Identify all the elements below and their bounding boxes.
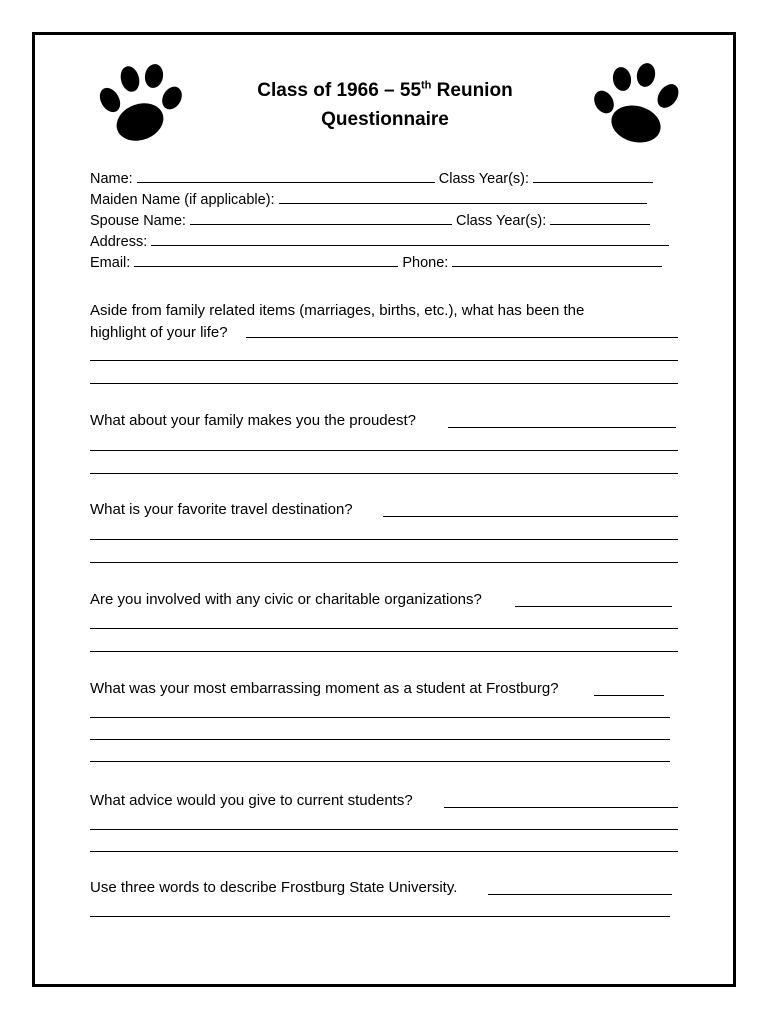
question-three-words: Use three words to describe Frostburg State University. [90,879,458,896]
answer-line[interactable] [90,829,678,830]
answer-line[interactable] [444,807,678,808]
email-row [90,252,680,273]
address-field[interactable] [151,231,669,246]
maiden-name-field[interactable] [279,189,647,204]
answer-line[interactable] [90,916,670,917]
answer-line[interactable] [594,695,664,696]
spouse-name-label: Spouse Name: [90,213,186,229]
paw-print-icon [590,62,682,144]
class-year-label: Class Year(s): [438,171,530,187]
phone-label: Phone: [402,255,449,271]
answer-line[interactable] [488,894,672,895]
maiden-name-row [90,189,680,210]
address-row [90,231,680,252]
answer-line[interactable] [90,360,678,361]
answer-line[interactable] [90,383,678,384]
title-subtitle: Questionnaire [321,109,449,130]
name-row [90,168,680,189]
title-superscript: th [421,79,432,92]
answer-line[interactable] [90,851,678,852]
question-travel: What is your favorite travel destination? [90,501,353,518]
question-highlight-cont: highlight of your life? [90,324,228,341]
title-text-end: Reunion [431,80,513,101]
question-family: What about your family makes you the proudest? [90,412,417,429]
spouse-name-field[interactable] [190,210,452,225]
answer-line[interactable] [515,606,672,607]
maiden-name-label: Maiden Name (if applicable): [90,192,275,208]
address-label: Address: [90,234,148,250]
answer-line[interactable] [90,761,670,762]
paw-print-icon [96,62,188,144]
spouse-class-year-field[interactable] [550,210,650,225]
answer-line[interactable] [90,450,678,451]
email-field[interactable] [134,252,398,267]
answer-line[interactable] [90,717,670,718]
spouse-class-year-label: Class Year(s): [455,213,547,229]
answer-line[interactable] [246,337,678,338]
name-label: Name: [90,171,133,187]
question-embarrassing: What was your most embarrassing moment as a student at Frostburg? [90,680,559,697]
answer-line[interactable] [383,516,678,517]
question-highlight: Aside from family related items (marriages, births, etc.), what has been the [90,302,585,319]
name-field[interactable] [137,168,435,183]
answer-line[interactable] [90,473,678,474]
answer-line[interactable] [90,628,678,629]
answer-line[interactable] [90,562,678,563]
email-label: Email: [90,255,131,271]
answer-line[interactable] [448,427,676,428]
phone-field[interactable] [452,252,662,267]
form-title [180,76,590,134]
answer-line[interactable] [90,739,670,740]
question-advice: What advice would you give to current students? [90,792,413,809]
class-year-field[interactable] [533,168,653,183]
answer-line[interactable] [90,651,678,652]
question-civic: Are you involved with any civic or charitable organizations? [90,591,482,608]
title-text: Class of 1966 – 55 [257,80,422,101]
answer-line[interactable] [90,539,678,540]
spouse-row [90,210,680,231]
